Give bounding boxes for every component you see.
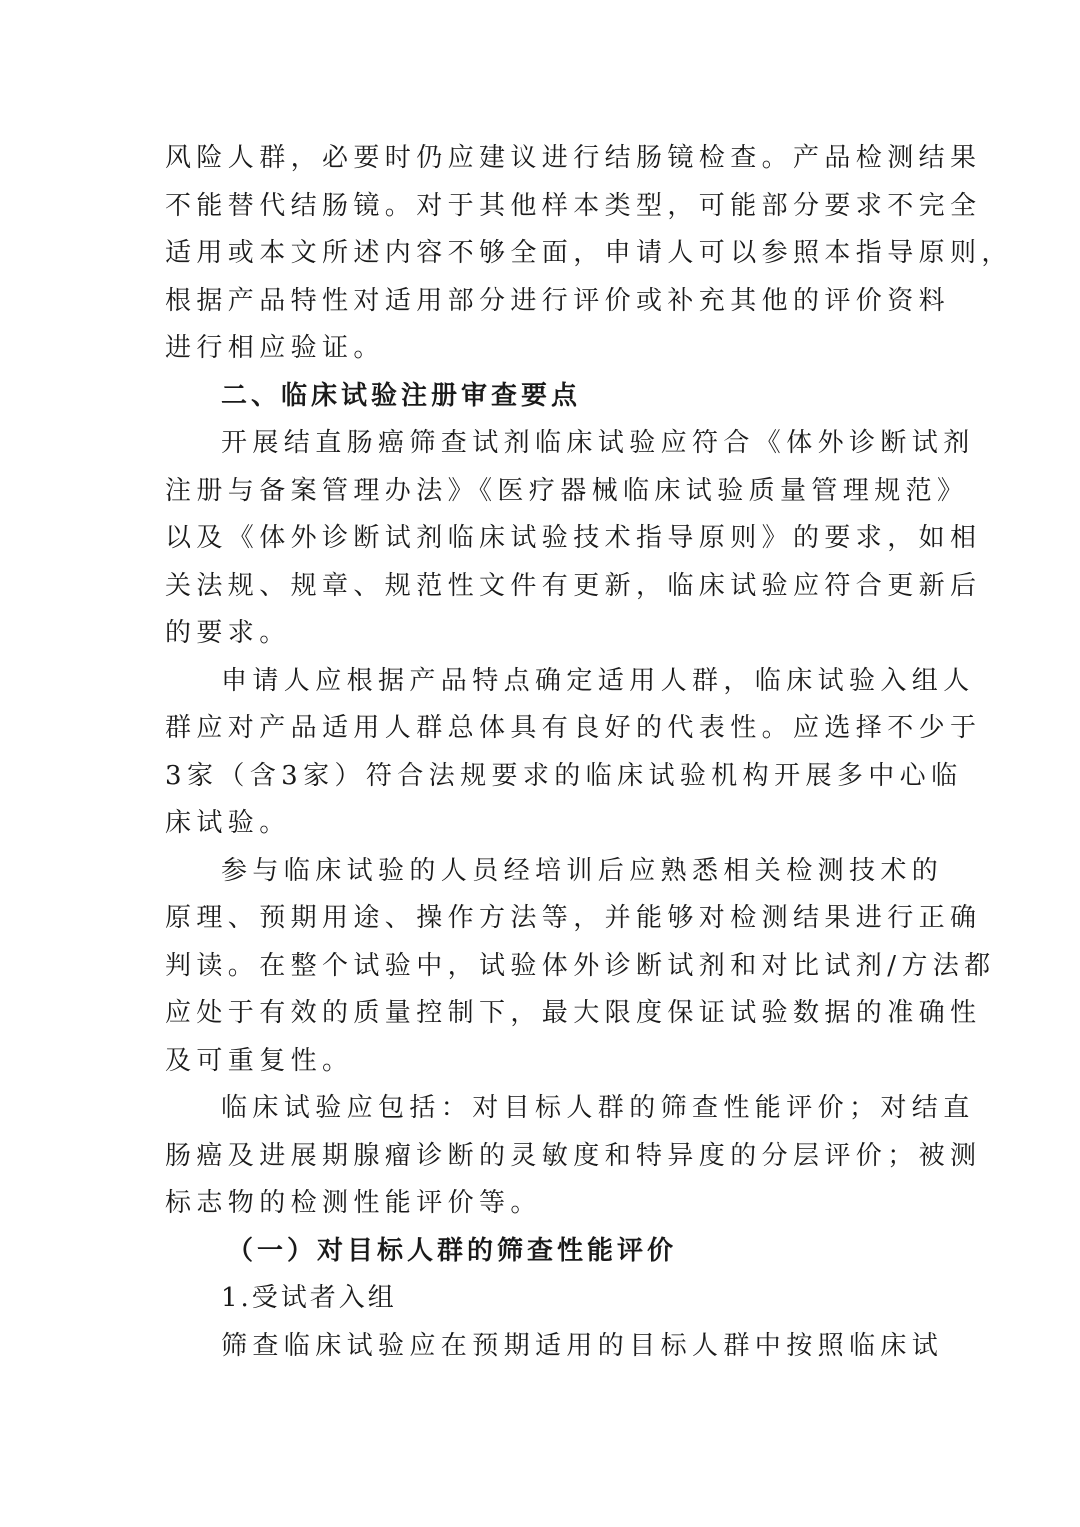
text-line: 开展结直肠癌筛查试剂临床试验应符合《体外诊断试剂 xyxy=(221,428,975,458)
text-line: 标志物的检测性能评价等。 xyxy=(165,1188,542,1218)
text-line: 风险人群，必要时仍应建议进行结肠镜检查。产品检测结果 xyxy=(165,143,982,173)
paragraph-screening xyxy=(165,1323,944,1371)
text-line: 及可重复性。 xyxy=(165,1045,354,1076)
text-line: 的要求。 xyxy=(165,618,291,648)
subsection-heading: （一）对目标人群的筛查性能评价 xyxy=(227,1235,678,1266)
text-line: 申请人应根据产品特点确定适用人群，临床试验入组人 xyxy=(221,665,975,696)
text-line: 原理、预期用途、操作方法等，并能够对检测结果进行正确 xyxy=(165,903,982,933)
paragraph-personnel xyxy=(165,848,996,1086)
text-line: 筛查临床试验应在预期适用的目标人群中按照临床试 xyxy=(221,1330,944,1361)
text-line: 不能替代结肠镜。对于其他样本类型，可能部分要求不完全 xyxy=(165,190,982,221)
text-line: 注册与备案管理办法》《医疗器械临床试验质量管理规范》 xyxy=(165,475,969,506)
text-line: 参与临床试验的人员经培训后应熟悉相关检测技术的 xyxy=(221,855,944,886)
text-line: 根据产品特性对适用部分进行评价或补充其他的评价资料 xyxy=(165,285,951,316)
text-line: 应处于有效的质量控制下，最大限度保证试验数据的准确性 xyxy=(165,998,982,1028)
text-line: 群应对产品适用人群总体具有良好的代表性。应选择不少于 xyxy=(165,713,982,743)
text-line: 判读。在整个试验中，试验体外诊断试剂和对比试剂/方法都 xyxy=(165,950,996,981)
text-line: 肠癌及进展期腺瘤诊断的灵敏度和特异度的分层评价；被测 xyxy=(165,1140,982,1171)
paragraph-regulations xyxy=(165,420,982,658)
paragraph-scope xyxy=(165,1085,982,1228)
text-line: 3家（含3家）符合法规要求的临床试验机构开展多中心临 xyxy=(165,760,963,791)
text-line: 关法规、规章、规范性文件有更新，临床试验应符合更新后 xyxy=(165,570,982,601)
item-heading: 1.受试者入组 xyxy=(221,1283,397,1313)
text-line: 床试验。 xyxy=(165,808,291,838)
text-line: 以及《体外诊断试剂临床试验技术指导原则》的要求，如相 xyxy=(165,523,982,553)
text-line: 进行相应验证。 xyxy=(165,333,385,363)
document-page xyxy=(165,135,1013,1370)
text-line: 临床试验应包括：对目标人群的筛查性能评价；对结直 xyxy=(221,1093,975,1123)
section-heading: 二、临床试验注册审查要点 xyxy=(221,380,582,411)
paragraph-continuation xyxy=(165,135,1013,373)
text-line: 适用或本文所述内容不够全面，申请人可以参照本指导原则， xyxy=(165,238,1013,268)
paragraph-population xyxy=(165,658,982,848)
